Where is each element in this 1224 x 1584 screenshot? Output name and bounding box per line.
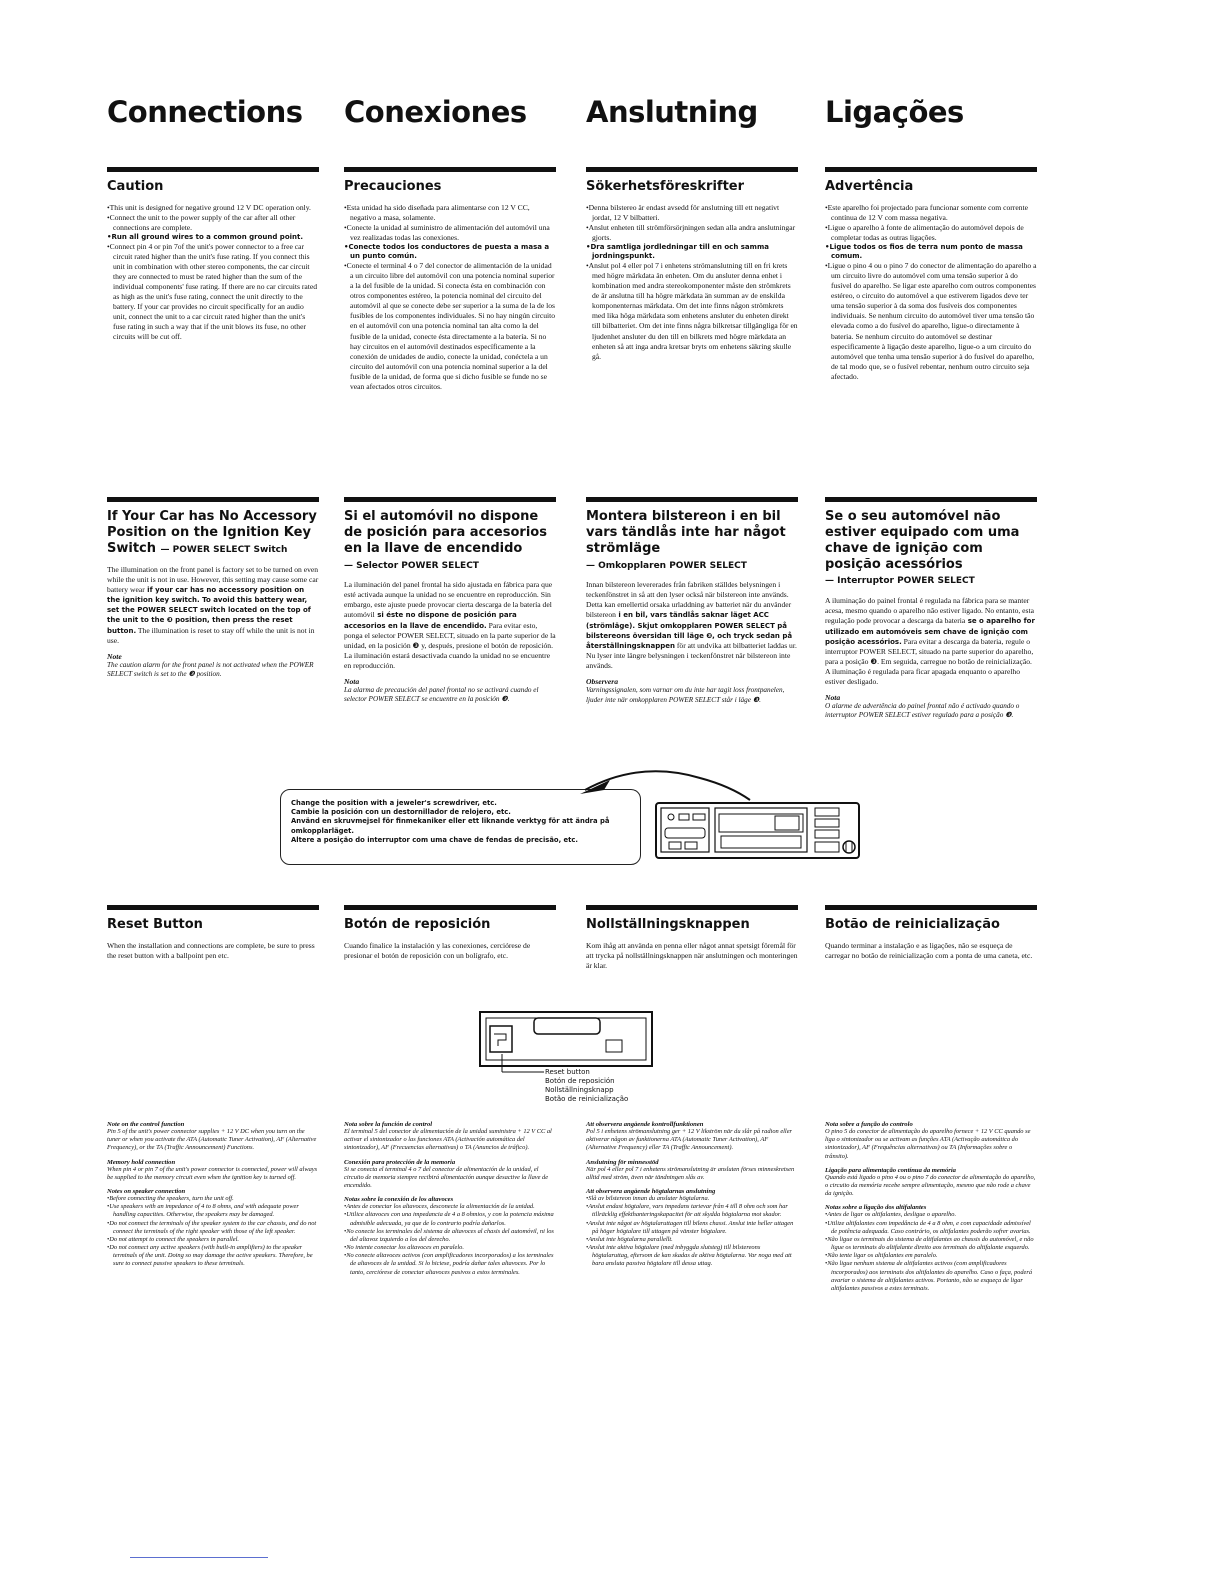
list-item: • No conecte altavoces activos (con amplificadores incorporados) a los terminales de altavoces de la unidad. Si lo hiciese, podría dañar tales altavoces. Por lo tanto, cerciórese de conectar altavoces pasivos a estos terminales. xyxy=(344,1252,556,1277)
list-item: • Do not connect any active speakers (with built-in amplifiers) to the speaker terminals of the unit. Doing so may damage the active speakers. Therefore, be sure to connect passive speakers to these terminals. xyxy=(107,1244,319,1269)
note-body: O alarme de advertência do painel frontal não é activado quando o interruptor POWER SELECT estiver regulado para a posição ❸. xyxy=(825,702,1020,720)
note-body: The caution alarm for the front panel is not activated when the POWER SELECT switch is set to the ❸ position. xyxy=(107,660,314,679)
notes-pt xyxy=(825,1121,1037,1293)
section-subheading: — POWER SELECT Switch xyxy=(160,544,288,555)
paragraph: Cuando finalice la instalación y las conexiones, cerciórese de presionar el botón de reposición con un bolígrafo, etc. xyxy=(344,940,531,960)
paragraph-bold: if your car has no accessory position on the ignition key switch. To avoid this battery wear, set the POWER SELECT switch located on the top of the unit to the ❸ position, then press the reset button. xyxy=(107,585,311,635)
reset-label: Reset button xyxy=(545,1068,590,1076)
reset-label: Botón de reposición xyxy=(545,1077,615,1086)
reset-label: Botão de reinicialização xyxy=(545,1095,629,1104)
title-connections: Connections xyxy=(107,95,303,129)
list-item: • Conecte la unidad al suministro de alimentación del automóvil una vez realizadas todas las conexiones. xyxy=(344,223,556,243)
list-item: • Do not connect the terminals of the speaker system to the car chassis, and do not connect the terminals of the right speaker with those of the left speaker. xyxy=(107,1220,319,1236)
note-body: O pino 5 do conector de alimentação do aparelho fornece + 12 V CC quando se liga o sintonizador ou se activam as funções ATA (Activação automática do sintonizador), AF (Frequências alternativas) ou TA (Informações sobre o trânsito). xyxy=(825,1128,1031,1160)
caution-pt xyxy=(825,179,1037,382)
title-conexiones: Conexiones xyxy=(344,95,527,129)
list-item: • Anslut pol 4 eller pol 7 i enhetens strömanslutning till en fri krets med högre märkdata än enheten. Om du ansluter denna enhet i kombination med andra stereokomponenter måste den strömkrets de är anslutna till ha högre märkdata än summan av de enskilda komponenternas märkdata. Om det inte finns någon strömkrets med lika höga märkdata som enhetens ansluter du enheten direkt till bilbatteriet. Om det inte finns några bilkretsar tillgängliga för en ljudenhet ansluter du den till en bilkrets med högre märkdata an enheten så att inga andra kretsar bryts om enhetens säkring skulle gå. xyxy=(586,261,798,361)
paragraph: The illumination is reset to stay off while the unit is not in use. xyxy=(107,625,315,645)
callout-line: Change the position with a jeweler's screwdriver, etc. xyxy=(291,799,497,807)
list-item: • Connect pin 4 or pin 7of the unit's power connector to a free car circuit rated higher than the unit's fuse rating. If you connect this unit in combination with other stereo components, the car circuit they are connected to must be rated higher than the sum of the individual components' fuse rating. If there are no car circuits rated as high as the unit's fuse rating, connect the unit directly to the battery. If your car provides no circuit specifically for an audio unit, connect the unit to a car circuit rated higher than the unit's fuse rating in such a way that if the unit blows its fuse, no other circuits will be cut off. xyxy=(107,242,319,342)
title-anslutning: Anslutning xyxy=(586,95,758,129)
accessory-pt xyxy=(825,509,1037,721)
accessory-sv xyxy=(586,509,798,705)
note-body: Pol 5 i enhetens strömanslutning ger + 12 V likström när du slår på radion eller aktiverar någon av funktionerna ATA (Automatic Tuner Activation), AF (Alternative Frequency) eller TA (Traffic Announcement). xyxy=(586,1128,793,1152)
list-item: • Run all ground wires to a common ground point. xyxy=(107,233,319,242)
note-body: Varningssignalen, som varnar om du inte har tagit loss frontpanelen, ljuder inte när omkopplaren POWER SELECT står i läge ❸. xyxy=(586,686,785,704)
section-heading: Precauciones xyxy=(344,179,442,194)
list-item: • Dra samtliga jordledningar till en och samma jordningspunkt. xyxy=(586,243,798,261)
note-title: Memory hold connection xyxy=(107,1158,176,1166)
note-body: When pin 4 or pin 7 of the unit's power connector is connected, power will always be supplied to the memory circuit even when the ignition key is turned off. xyxy=(107,1165,318,1181)
list-item: • Conecte el terminal 4 o 7 del conector de alimentación de la unidad a un circuito libre del automóvil con una potencia nominal superior a la del fusible de la unidad. Si conecta ésta en combinación con otros componentes estéreo, la potencia nominal del circuito del automóvil al que se conecte debe ser superior a la suma de la de los fusibles de los componentes individuales. Si no hay ningún circuito en el automóvil con una potencia nominal tan alta como la del fusible de la unidad, conecte ésta directamente a la batería. Si no hay circuitos en el automóvil destinados específicamente a la conexión de unidades de audio, conecte la unidad, conéctela a un circuito del automóvil con una potencia nominal superior a la del fusible de la unidad, de forma que si dicho fusible se funde no se vean afectados otros circuitos. xyxy=(344,261,556,391)
list-item: • No intente conectar los altavoces en paralelo. xyxy=(344,1244,556,1252)
section-bar xyxy=(586,167,798,172)
accessory-es xyxy=(344,509,556,705)
paragraph: Para evitar a descarga da bateria, regule o interruptor POWER SELECT, situado na parte superior do aparelho, para a posição ❸. Em seguida, carregue no botão de reinicialização. A iluminação é regulada para ficar apagada enquanto o aparelho estiver desligado. xyxy=(825,636,1034,687)
reset-sv xyxy=(586,917,798,971)
note-title: Nota xyxy=(344,677,360,687)
caution-en xyxy=(107,179,319,342)
note-title: Anslutning för minnesstöd xyxy=(586,1158,659,1166)
paragraph: La iluminación del panel frontal ha sido ajustada en fábrica para que esté activada aunque la unidad no se encuentre en reproducción. Sin embargo, este ajuste puede provocar cierta descarga de la batería del automóvil xyxy=(344,580,553,620)
paragraph-bold: se o aparelho for utilizado em automóveis sem chave de ignição com posição acessórios. xyxy=(825,617,1035,646)
note-title: Note xyxy=(107,651,122,661)
list-item: • Anslut inte något av högtalaruttagen till bilens chassi. Anslut inte heller uttagen på höger högtalare till uttagen på vänster högtalare. xyxy=(586,1220,798,1236)
list-item: • Antes de ligar os altifalantes, desligue o aparelho. xyxy=(825,1211,1037,1219)
note-title: Note on the control function xyxy=(107,1121,185,1128)
list-item: • Não ligue os terminais do sistema de altifalantes ao chassis do automóvel, e não ligue os terminais do altifalante direito aos terminais do altifalante esquerdo. xyxy=(825,1236,1037,1252)
note-title: Nota sobre a função do controlo xyxy=(825,1121,913,1128)
list-item: • Ligue o aparelho à fonte de alimentação do automóvel depois de completar todas as outras ligações. xyxy=(825,223,1037,243)
section-heading: Montera bilstereon i en bil vars tändlås inte har något strömläge xyxy=(586,509,786,556)
note-title: Observera xyxy=(586,677,619,687)
section-heading: If Your Car has No Accessory Position on the Ignition Key Switch xyxy=(107,509,317,556)
list-item: • Antes de conectar los altavoces, desconecte la alimentación de la unidad. xyxy=(344,1203,556,1211)
note-title: Ligação para alimentação contínua da memória xyxy=(825,1166,956,1174)
list-item: • Esta unidad ha sido diseñada para alimentarse con 12 V CC, negativo a masa, solamente. xyxy=(344,203,556,223)
list-item: • Before connecting the speakers, turn the unit off. xyxy=(107,1195,319,1203)
paragraph: Innan bilstereon levererades från fabriken ställdes belysningen i teckenfönstret in så att den lyser också när bilstereon inte används. Detta kan emellertid orsaka urladdning av batteriet när du använder bilstereon xyxy=(586,580,792,620)
section-bar xyxy=(107,905,319,910)
section-bar xyxy=(107,167,319,172)
section-bar xyxy=(344,905,556,910)
callout-line: Cambie la posición con un destornillador de relojero, etc. xyxy=(291,808,511,817)
note-title: Notes on speaker connection xyxy=(107,1187,186,1195)
section-heading: Reset Button xyxy=(107,917,203,932)
reset-button-labels xyxy=(545,1068,628,1104)
paragraph: för att undvika att bilbatteriet laddas ur. Nu lyser inte längre belysningen i teckenfönstret när bilstereon inte används. xyxy=(586,641,797,671)
section-heading: Advertência xyxy=(825,179,914,194)
paragraph-bold: i en bil, vars tändlås saknar läget ACC (strömläge). Skjut omkopplaren POWER SELECT på bilstereons översidan till läge ❸, och tryck sedan på återställningsknappen xyxy=(586,611,793,651)
paragraph: Quando terminar a instalação e as ligações, não se esqueça de carregar no botão de reinicialização com a ponta de uma caneta, etc. xyxy=(825,940,1033,960)
reset-pt xyxy=(825,917,1037,961)
list-item: • This unit is designed for negative ground 12 V DC operation only. xyxy=(107,203,319,213)
caution-es xyxy=(344,179,556,392)
note-body: Pin 5 of the unit's power connector supplies + 12 V DC when you turn on the tuner or when you activate the ATA (Automatic Tuner Activation), AF (Alternative Frequency), or the TA (Traffic Announcement) Functions. xyxy=(107,1128,317,1152)
note-title: Conexión para protección de la memoria xyxy=(344,1158,456,1166)
title-ligacoes: Ligações xyxy=(825,95,964,129)
note-body: Quando está ligado o pino 4 ou o pino 7 do conector de alimentação do aparelho, o circuito da memória recebe sempre alimentação, mesmo que não rode a chave da ignição. xyxy=(825,1173,1036,1198)
section-heading: Sökerhetsföreskrifter xyxy=(586,179,745,194)
note-title: Nota xyxy=(825,693,841,703)
reset-label: Nollställningsknapp xyxy=(545,1086,614,1095)
section-bar xyxy=(586,497,798,502)
section-bar xyxy=(586,905,798,910)
notes-sv xyxy=(586,1121,798,1269)
section-heading: Si el automóvil no dispone de posición para accesorios en la llave de encendido xyxy=(344,509,547,556)
list-item: • Utilice altavoces con una impedancia de 4 a 8 ohmios, y con la potencia máxima admisible adecuada, ya que de lo contrario podría dañarlos. xyxy=(344,1211,556,1227)
section-bar xyxy=(344,497,556,502)
list-item: • Denna bilstereo är endast avsedd för anslutning till ett negativt jordat, 12 V bilbatteri. xyxy=(586,203,798,223)
footer-rule xyxy=(130,1557,268,1558)
notes-en xyxy=(107,1121,319,1269)
note-title: Notas sobre la conexión de los altavoces xyxy=(344,1196,454,1204)
section-heading: Nollställningsknappen xyxy=(586,917,750,932)
paragraph: When the installation and connections are complete, be sure to press the reset button with a ballpoint pen etc. xyxy=(107,940,315,960)
list-item: • Utilize altifalantes com impedância de 4 a 8 ohm, e com capacidade admissível de potência adequada. Caso contrário, os altifalantes poderão sofrer avarias. xyxy=(825,1220,1037,1236)
paragraph: The illumination on the front panel is factory set to be turned on even while the unit is not in use. However, this setting may cause some car battery wear xyxy=(107,564,319,594)
list-item: • Conecte todos los conductores de puesta a masa a un punto común. xyxy=(344,243,556,261)
note-body: La alarma de precaución del panel frontal no se activará cuando el selector POWER SELECT se encuentre en la posición ❸. xyxy=(344,686,539,704)
list-item: • Não ligue nenhum sistema de altifalantes activos (com amplificadores incorporados) aos terminais dos altifalantes do aparelho. Caso o faça, poderá avariar o sistema de altifalantes activos. Portanto, não se esqueça de ligar altifalantes passivos a estes terminais. xyxy=(825,1260,1037,1293)
section-bar xyxy=(825,167,1037,172)
list-item: • Não tente ligar os altifalantes em paralelo. xyxy=(825,1252,1037,1260)
section-bar xyxy=(107,497,319,502)
note-title: Nota sobre la función de control xyxy=(344,1121,433,1128)
list-item: • Use speakers with an impedance of 4 to 8 ohms, and with adequate power handling capacities. Otherwise, the speakers may be damaged. xyxy=(107,1203,319,1219)
note-title: Att observera angående kontrollfunktionen xyxy=(586,1121,704,1128)
list-item: • Do not attempt to connect the speakers in parallel. xyxy=(107,1236,319,1244)
note-body: El terminal 5 del conector de alimentación de la unidad suministra + 12 V CC al activar el sintonizador o las funciones ATA (Activación automática del sintonizador), AF (Frecuencias alternativas) o TA (Anuncios de tráfico). xyxy=(344,1128,552,1152)
list-item: • Este aparelho foi projectado para funcionar somente com corrente contínua de 12 V com massa negativa. xyxy=(825,203,1037,223)
section-subheading: — Omkopplaren POWER SELECT xyxy=(586,560,747,571)
section-heading: Se o seu automóvel não estiver equipado com uma chave de ignição com posição acessórios xyxy=(825,509,1020,572)
accessory-en xyxy=(107,509,319,680)
list-item: • Connect the unit to the power supply of the car after all other connections are complete. xyxy=(107,213,319,233)
section-heading: Caution xyxy=(107,179,164,194)
list-item: • Slå av bilstereon innan du ansluter högtalarna. xyxy=(586,1195,798,1203)
note-body: När pol 4 eller pol 7 i enhetens strömanslutning är ansluten förses minneskretsen alltid med ström, även när tändningen slås av. xyxy=(586,1165,795,1181)
notes-es xyxy=(344,1121,556,1277)
section-bar xyxy=(344,167,556,172)
callout-line: Använd en skruvmejsel för finmekaniker eller ett liknande verktyg för att ändra på omkopplarläget. xyxy=(291,817,610,835)
list-item: • Anslut endast högtalare, vars impedans tarievar från 4 till 8 ohm och som har tillräcklig effekthanteringskapacitet för att skydda högtalarna mot skador. xyxy=(586,1203,798,1219)
section-subheading: — Selector POWER SELECT xyxy=(344,560,479,571)
reset-es xyxy=(344,917,556,961)
paragraph: A iluminação do painel frontal é regulada na fábrica para se manter acesa, mesmo quando o aparelho não estiver ligado. No entanto, esta regulação pode provocar a descarga da bateria xyxy=(825,596,1034,626)
car-stereo-unit-illustration xyxy=(655,802,861,860)
list-item: • Anslut inte aktiva högtalare (med inbyggda slutsteg) till bilstereons högtalaruttag, eftersom de kan skadas de aktiva högtalarna. Var noga med att bara ansluta passiva högtalare till dessa uttag. xyxy=(586,1244,798,1269)
section-bar xyxy=(825,497,1037,502)
note-title: Notas sobre a ligação dos altifalantes xyxy=(825,1204,927,1212)
section-bar xyxy=(825,905,1037,910)
list-item: • Anslut inte högtalarna parallellt. xyxy=(586,1236,798,1244)
note-title: Att observera angående högtalarnas anslutning xyxy=(586,1187,716,1195)
section-subheading: — Interruptor POWER SELECT xyxy=(825,576,975,587)
list-item: • Ligue todos os fios de terra num ponto de massa comum. xyxy=(825,243,1037,261)
callout-line: Altere a posição do interruptor com uma chave de fendas de precisão, etc. xyxy=(291,835,579,844)
paragraph: Kom ihåg att använda en penna eller något annat spetsigt föremål för att trycka på nollställningsknappen när anslutningen och monteringen är klar. xyxy=(586,940,798,970)
list-item: • No conecte los terminales del sistema de altavoces al chasis del automóvil, ni los del altavoz izquierdo a los del derecho. xyxy=(344,1228,556,1244)
section-heading: Botón de reposición xyxy=(344,917,491,932)
paragraph-bold: si éste no dispone de posición para accesorios en la llave de encendido. xyxy=(344,611,517,630)
list-item: • Ligue o pino 4 ou o pino 7 do conector de alimentação do aparelho a um circuito livre do automóvel com uma tensão superior à do fusível do aparelho. Se ligar este aparelho com outros componentes estéreo, o circuito do automóvel a que estiverem ligados deve ter uma tensão superior à da soma dos fusíveis dos componentes individuais. Se nenhum circuito do automóvel tiver uma tensão tão elevada como a do fusível do aparelho, ligue-o directamente à bateria. Se nenhum circuito do automóvel se destinar especificamente à ligação deste aparelho, ligue-o a um circuito do automóvel que tenha uma tensão superior à do fusível do aparelho, de tal modo que, se o fusível rebentar, nenhum outro circuito seja afectado. xyxy=(825,261,1037,381)
section-heading: Botão de reinicialização xyxy=(825,917,1000,932)
note-body: Si se conecta el terminal 4 o 7 del conector de alimentación de la unidad, el circuito de memoria siempre recibirá alimentación aunque desactive la llave de encendido. xyxy=(344,1165,549,1189)
paragraph: Para evitar esto, ponga el selector POWER SELECT, situado en la parte superior de la unidad, en la posición ❸ y, después, presione el botón de reposición. La iluminación estará desactivada cuando la unidad no se encuentre en reproducción. xyxy=(344,620,556,670)
caution-sv xyxy=(586,179,798,362)
reset-en xyxy=(107,917,319,961)
list-item: • Anslut enheten till strömförsörjningen sedan alla andra anslutningar gjorts. xyxy=(586,223,798,243)
